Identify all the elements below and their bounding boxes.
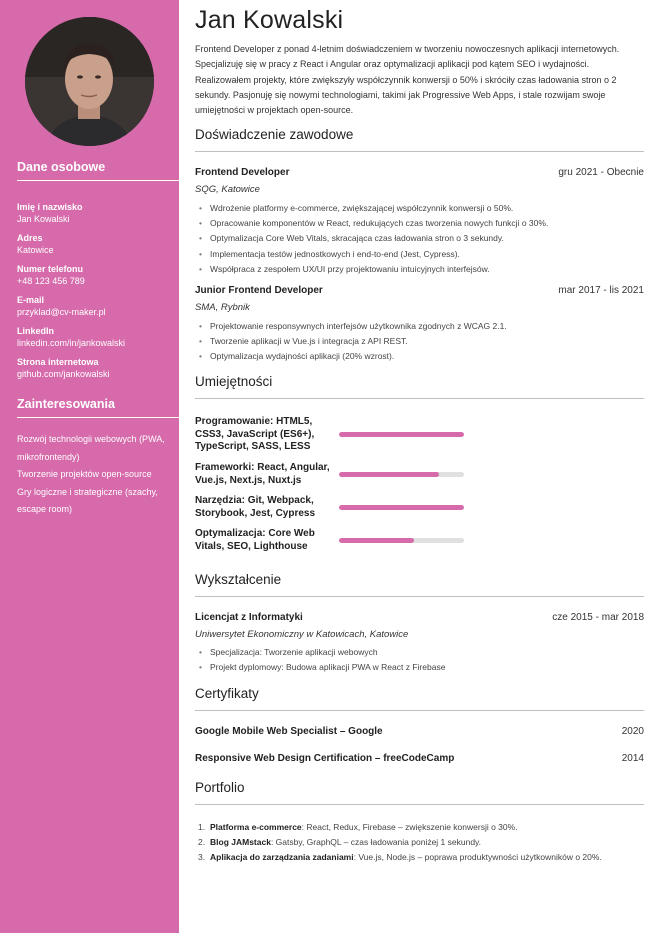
list-item: • Tworzenie aplikacji w Vue.js i integracja z API REST. xyxy=(195,334,644,349)
personal-label: Strona internetowa xyxy=(17,357,99,367)
interest-item: Gry logiczne i strategiczne (szachy, escape room) xyxy=(17,486,158,514)
job-title: Frontend Developer xyxy=(195,167,290,178)
profile-photo xyxy=(25,17,154,146)
job-dates: gru 2021 - Obecnie xyxy=(558,167,644,178)
certificate-year: 2014 xyxy=(621,753,644,764)
interests-list xyxy=(17,431,175,519)
skill-level-fill xyxy=(339,432,464,437)
personal-label: Numer telefonu xyxy=(17,264,84,274)
skill-level-fill xyxy=(339,505,464,510)
item-number: 1. xyxy=(198,822,206,832)
portfolio-heading: Portfolio xyxy=(195,780,644,805)
item-number: 3. xyxy=(198,852,206,862)
skill-level-bar xyxy=(339,505,464,510)
list-item xyxy=(195,820,644,835)
certificate-row xyxy=(195,753,644,764)
personal-label: Imię i nazwisko xyxy=(17,202,83,212)
list-item: • Implementacja testów jednostkowych i end-to-end (Jest, Cypress). xyxy=(195,247,644,262)
skill-name: Programowanie: HTML5, CSS3, JavaScript (ES6+), TypeScript, SASS, LESS xyxy=(195,416,315,452)
personal-item-name xyxy=(17,202,175,225)
job-company: SMA, Rybnik xyxy=(195,302,250,313)
list-item: • Projektowanie responsywnych interfejsów użytkownika zgodnych z WCAG 2.1. xyxy=(195,319,644,334)
personal-data-heading: Dane osobowe xyxy=(17,160,179,181)
skill-level-bar xyxy=(339,472,464,477)
project-description: : React, Redux, Firebase – zwiększenie konwersji o 30%. xyxy=(301,822,518,832)
job-header xyxy=(195,285,644,296)
portfolio-list xyxy=(195,820,644,865)
list-item: • Optymalizacja wydajności aplikacji (20% wzrost). xyxy=(195,349,644,364)
degree-title: Licencjat z Informatyki xyxy=(195,612,303,623)
item-number: 2. xyxy=(198,837,206,847)
education-heading: Wykształcenie xyxy=(195,572,644,597)
sidebar xyxy=(0,0,179,933)
profile-summary: Frontend Developer z ponad 4-letnim doświadczeniem w tworzeniu nowoczesnych aplikacji internetowych. Specjalizuję się w pracy z React i Angular oraz optymalizacji aplikacji pod kątem SEO i wydajności. Realizowałem projekty, które zwiększyły współczynnik konwersji o 50% i skróciły czas ładowania stron o 2 sekundy. Pasjonuję się nowymi technologiami, takimi jak Progressive Web Apps, i stale rozwijam swoje umiejętności w projektach open-source. xyxy=(195,44,620,116)
personal-value: Katowice xyxy=(17,244,54,255)
personal-label: E-mail xyxy=(17,295,45,305)
list-item: • Wdrożenie platformy e-commerce, zwiększającej współczynnik konwersji o 50%. xyxy=(195,201,644,216)
skill-level-fill xyxy=(339,472,439,477)
interests-heading: Zainteresowania xyxy=(17,397,179,418)
skill-name: Narzędzia: Git, Webpack, Storybook, Jest, Cypress xyxy=(195,495,316,519)
personal-value: +48 123 456 789 xyxy=(17,275,85,286)
skill-name: Optymalizacja: Core Web Vitals, SEO, Lighthouse xyxy=(195,528,315,552)
education-details xyxy=(195,645,644,675)
personal-label: LinkedIn xyxy=(17,326,55,336)
interest-item: Tworzenie projektów open-source xyxy=(17,469,152,479)
project-description: : Gatsby, GraphQL – czas ładowania poniżej 1 sekundy. xyxy=(270,837,482,847)
personal-value: linkedin.com/in/jankowalski xyxy=(17,337,126,348)
skill-level-bar xyxy=(339,538,464,543)
skill-name: Frameworki: React, Angular, Vue.js, Next.js, Nuxt.js xyxy=(195,462,330,486)
list-item: • Optymalizacja Core Web Vitals, skracająca czas ładowania stron o 3 sekundy. xyxy=(195,231,644,246)
skills-heading: Umiejętności xyxy=(195,374,644,399)
personal-value: github.com/jankowalski xyxy=(17,368,110,379)
personal-item-address xyxy=(17,233,175,256)
school-name: Uniwersytet Ekonomiczny w Katowicach, Katowice xyxy=(195,629,409,640)
education-dates: cze 2015 - mar 2018 xyxy=(552,612,644,623)
job-header xyxy=(195,167,644,178)
personal-item-email xyxy=(17,295,175,318)
personal-item-linkedin xyxy=(17,326,175,349)
job-title: Junior Frontend Developer xyxy=(195,285,323,296)
job-company: SQG, Katowice xyxy=(195,184,260,195)
certificate-year: 2020 xyxy=(621,726,644,737)
certificate-row xyxy=(195,726,644,737)
list-item: • Opracowanie komponentów w React, redukujących czas tworzenia nowych funkcji o 30%. xyxy=(195,216,644,231)
list-item xyxy=(195,835,644,850)
job-responsibilities xyxy=(195,201,644,277)
certificate-name: Responsive Web Design Certification – freeCodeCamp xyxy=(195,753,455,764)
education-header xyxy=(195,612,644,623)
skill-level-fill xyxy=(339,538,414,543)
interest-item: Rozwój technologii webowych (PWA, mikrofrontendy) xyxy=(17,434,165,462)
project-name: Platforma e-commerce xyxy=(210,822,302,832)
project-description: : Vue.js, Node.js – poprawa produktywności użytkowników o 20%. xyxy=(353,852,602,862)
list-item: • Projekt dyplomowy: Budowa aplikacji PWA w React z Firebase xyxy=(195,660,644,675)
project-name: Aplikacja do zarządzania zadaniami xyxy=(210,852,354,862)
personal-item-website xyxy=(17,357,175,380)
candidate-name: Jan Kowalski xyxy=(195,6,344,34)
project-name: Blog JAMstack xyxy=(210,837,271,847)
personal-label: Adres xyxy=(17,233,43,243)
skill-level-bar xyxy=(339,432,464,437)
personal-value: przyklad@cv-maker.pl xyxy=(17,306,106,317)
list-item: • Specjalizacja: Tworzenie aplikacji webowych xyxy=(195,645,644,660)
job-dates: mar 2017 - lis 2021 xyxy=(558,285,644,296)
certificates-heading: Certyfikaty xyxy=(195,686,644,711)
certificate-name: Google Mobile Web Specialist – Google xyxy=(195,726,383,737)
experience-heading: Doświadczenie zawodowe xyxy=(195,127,644,152)
list-item: • Współpraca z zespołem UX/UI przy projektowaniu intuicyjnych interfejsów. xyxy=(195,262,644,277)
list-item xyxy=(195,850,644,865)
personal-data-list xyxy=(17,202,175,388)
personal-item-phone xyxy=(17,264,175,287)
personal-value: Jan Kowalski xyxy=(17,213,70,224)
job-responsibilities xyxy=(195,319,644,365)
